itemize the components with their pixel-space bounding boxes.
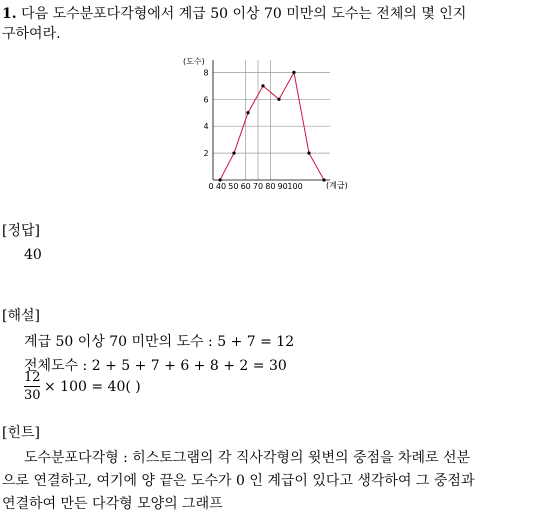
question-line-2: 구하여라. [2,26,61,42]
answer-header: [정답] [2,223,40,239]
x-tick-label-100: 100 [287,182,303,191]
hint-line-2: 으로 연결하고, 여기에 양 끝은 도수가 0 인 계급이 있다고 생각하여 그 중점과 [2,473,475,489]
x-axis-label: (계급) [326,181,348,190]
fraction-denominator: 30 [24,388,41,403]
explanation-fraction [24,370,40,403]
explanation-line-1: 계급 50 이상 70 미만의 도수 : 5 + 7 = 12 [24,334,295,350]
x-tick-label-60: 60 [240,182,251,191]
y-tick-label-8: 8 [203,68,209,78]
hint-line-3: 연결하여 만든 다각형 모양의 그래프 [2,496,223,512]
x-tick-label-70: 70 [252,182,264,191]
y-axis-label: (도수) [183,57,205,66]
x-tick-label-80: 80 [265,182,276,191]
chart-grid [213,60,330,180]
hint-header: [힌트] [2,425,40,441]
x-tick-label-50: 50 [228,182,239,191]
data-point-5 [292,71,295,74]
x-tick-label-0: 0 [208,182,214,191]
data-point-3 [261,84,264,87]
data-point-1 [232,152,235,155]
fraction-numerator: 12 [24,370,41,385]
y-tick-label-4: 4 [203,122,209,132]
hint-line-1: 도수분포다각형 : 히스토그램의 각 직사각형의 윗변의 중점을 차례로 선분 [24,450,471,466]
data-point-6 [307,152,310,155]
explanation-header: [해설] [2,308,40,324]
data-point-4 [277,98,280,101]
explanation-line-2: 전체도수 : 2 + 5 + 7 + 6 + 8 + 2 = 30 [24,358,287,374]
explanation-line-3: × 100 = 40( ) [44,379,141,395]
answer-value: 40 [24,247,42,263]
fraction-bar [24,386,40,387]
x-tick-label-90: 90 [277,182,288,191]
chart-axes [213,60,330,180]
y-tick-label-6: 6 [203,95,209,105]
data-point-0 [218,178,221,181]
x-tick-label-40: 40 [215,182,227,191]
question-number: 1. [2,6,17,22]
y-tick-label-2: 2 [203,149,209,159]
data-point-2 [246,111,249,114]
chart-ticks [203,68,302,191]
question-text: 다음 도수분포다각형에서 계급 50 이상 70 미만의 도수는 전체의 몇 인지 [21,6,467,22]
